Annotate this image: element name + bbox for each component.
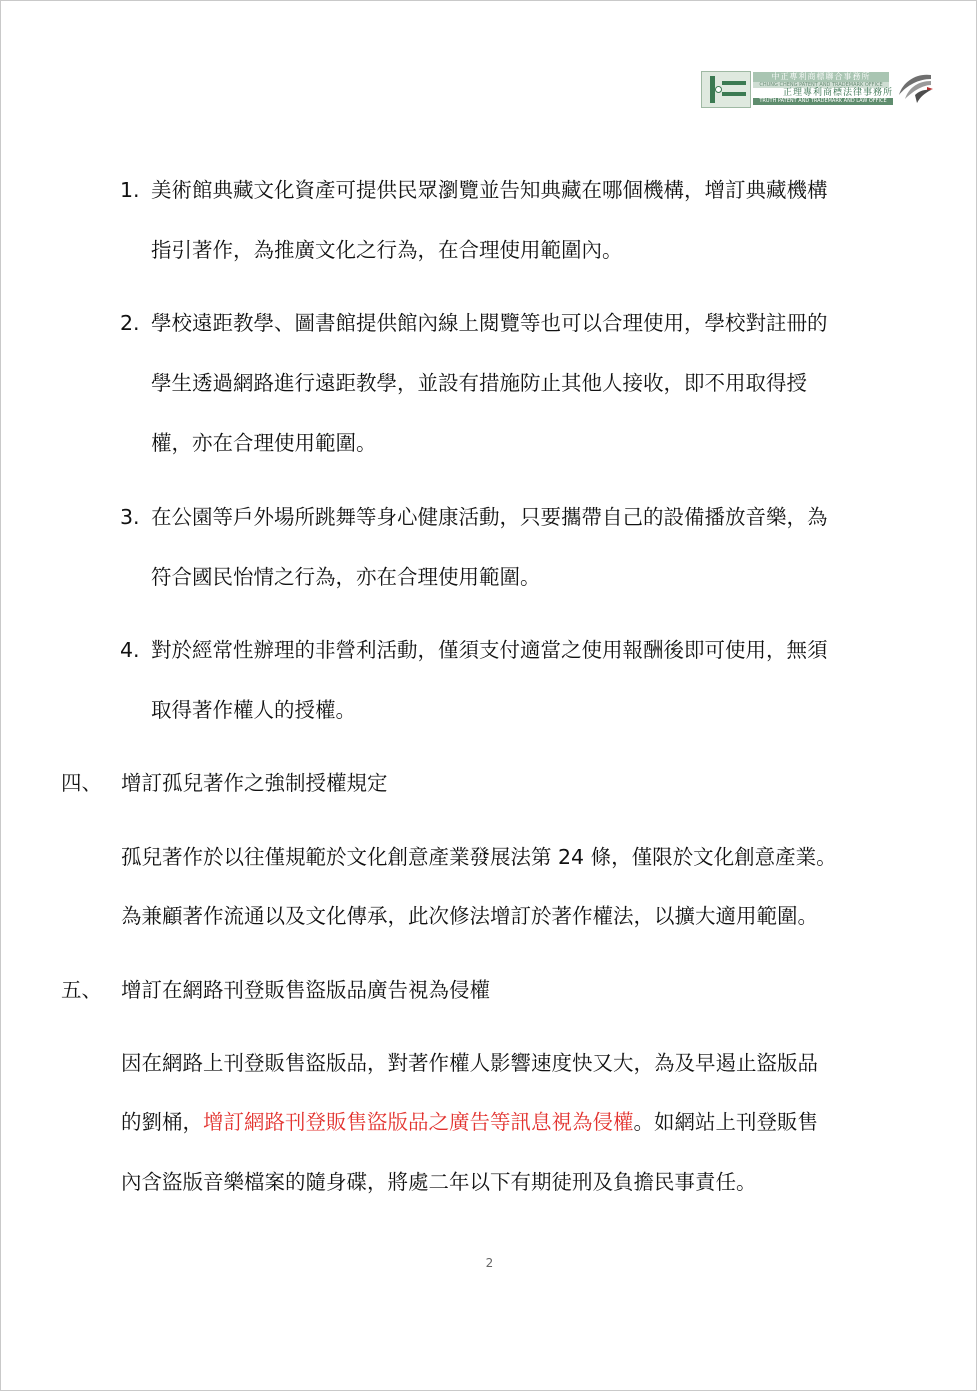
logo-line-1-en: CHUNG CHENG PATENT AND TRADEMARK OFFICE (753, 82, 889, 88)
logo-line-2-en: TRUTH PATENT AND TRADEMARK AND LAW OFFICE (753, 98, 893, 105)
section-5-heading: 增訂在網路刊登販售盜版品廣告視為侵權 (121, 978, 490, 1002)
section-4-number: 四、 (61, 771, 102, 795)
list-item-3-line-1: 在公園等戶外場所跳舞等身心健康活動，只要攜帶自己的設備播放音樂，為 (151, 505, 828, 529)
section-5-paragraph-line-3: 內含盜版音樂檔案的隨身碟，將處二年以下有期徒刑及負擔民事責任。 (121, 1170, 757, 1194)
highlighted-infringement-text: 增訂網路刊登販售盜版品之廣告等訊息視為侵權 (203, 1110, 634, 1134)
list-number-4: 4. (120, 638, 140, 662)
list-item-3-line-2: 符合國民怡情之行為，亦在合理使用範圍。 (151, 565, 541, 589)
section-4-paragraph-line-2: 為兼顧著作流通以及文化傳承，此次修法增訂於著作權法，以擴大適用範圍。 (121, 904, 818, 928)
section-5-text-after-highlight: 。如網站上刊登販售 (633, 1110, 818, 1134)
section-5-paragraph-line-1: 因在網路上刊登販售盜版品，對著作權人影響速度快又大，為及早遏止盜版品 (121, 1051, 818, 1075)
office-logo (701, 71, 933, 107)
list-item-2-line-3: 權，亦在合理使用範圍。 (151, 431, 377, 455)
logo-line-2: 正理專利商標法律事務所 (782, 88, 893, 98)
list-number-2: 2. (120, 311, 140, 335)
section-5-paragraph-line-2 (121, 1109, 818, 1135)
section-4-paragraph-line-1: 孤兒著作於以往僅規範於文化創意產業發展法第 24 條，僅限於文化創意產業。 (121, 845, 837, 869)
section-5-number: 五、 (61, 978, 102, 1002)
list-number-1: 1. (120, 178, 140, 202)
section-4-heading: 增訂孤兒著作之強制授權規定 (121, 771, 388, 795)
list-number-3: 3. (120, 505, 140, 529)
logo-swoosh-icon (893, 71, 933, 107)
page-number: 2 (485, 1256, 494, 1270)
list-item-2-line-1: 學校遠距教學、圖書館提供館內線上閱覽等也可以合理使用，學校對註冊的 (151, 311, 828, 335)
list-item-1-line-2: 指引著作，為推廣文化之行為，在合理使用範圍內。 (151, 238, 623, 262)
logo-line-1: 中正專利商標聯合事務所 (753, 72, 889, 82)
list-item-1-line-1: 美術館典藏文化資產可提供民眾瀏覽並告知典藏在哪個機構，增訂典藏機構 (151, 178, 828, 202)
logo-mark-icon (701, 71, 751, 108)
section-5-text-before-highlight: 的劉桶， (121, 1110, 203, 1134)
list-item-4-line-2: 取得著作權人的授權。 (151, 698, 356, 722)
list-item-2-line-2: 學生透過網路進行遠距教學，並設有措施防止其他人接收，即不用取得授 (151, 371, 807, 395)
list-item-4-line-1: 對於經常性辦理的非營利活動，僅須支付適當之使用報酬後即可使用，無須 (151, 638, 828, 662)
